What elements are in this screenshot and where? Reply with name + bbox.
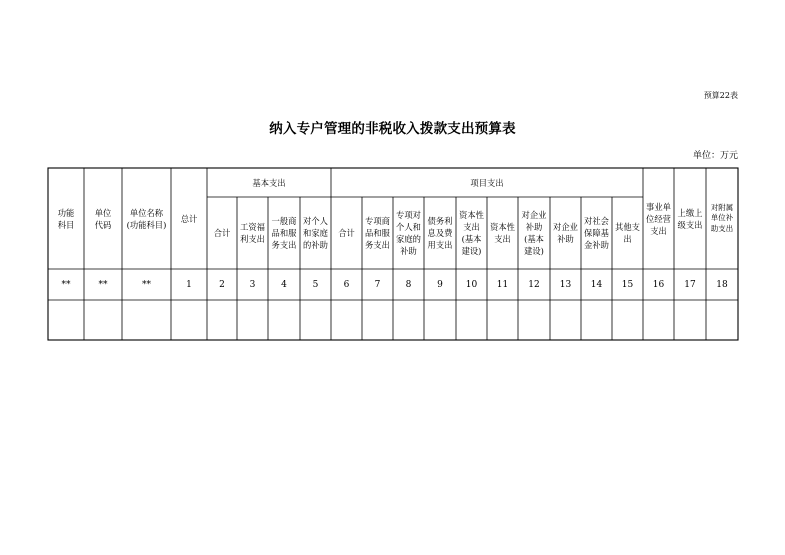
header-basic-total: 合计 <box>213 228 231 238</box>
header-salary-welfare: 工资福 利支出 <box>240 222 265 244</box>
header-capital-expenditure: 资本性 支出 <box>490 222 515 244</box>
header-project-total: 合计 <box>338 228 355 238</box>
group-basic-expenditure: 基本支出 <box>252 177 286 188</box>
index-cell: 4 <box>281 279 287 290</box>
index-cell: 9 <box>437 279 443 290</box>
header-career-unit-expenditure: 事业单 位经营 支出 <box>646 201 671 236</box>
index-cell: 16 <box>652 279 665 290</box>
header-unit-name: 单位名称 (功能科目) <box>126 207 167 230</box>
header-social-security-subsidy: 对社会 保障基 金补助 <box>584 216 609 250</box>
index-cell: 5 <box>312 279 319 290</box>
header-debt-interest: 债务利 息及费 用支出 <box>427 216 453 250</box>
unit-label: 单位：万元 <box>692 151 738 161</box>
header-enterprise-subsidy-construction: 对企业 补助 (基本 建设) <box>521 210 547 256</box>
index-cell: 18 <box>716 279 728 290</box>
page-title: 纳入专户管理的非税收入拨款支出预算表 <box>269 121 516 137</box>
group-project-expenditure: 项目支出 <box>470 177 504 188</box>
index-cell: ** <box>61 279 71 290</box>
header-personal-household-subsidy: 对个人 和家庭 的补助 <box>303 216 328 250</box>
header-affiliate-subsidy: 对附属 单位补 助支出 <box>710 202 734 233</box>
index-cell: 7 <box>374 279 381 290</box>
header-enterprise-subsidy: 对企业 补助 <box>553 222 578 244</box>
header-general-goods-services: 一般商 品和服 务支出 <box>271 216 297 250</box>
header-capital-basic-construction: 资本性 支出 (基本 建设) <box>459 210 484 256</box>
empty-data-row <box>48 300 738 340</box>
header-special-goods-services: 专项商 品和服 务支出 <box>365 216 390 250</box>
index-cell: 8 <box>405 279 412 290</box>
index-cell: 17 <box>684 279 696 290</box>
header-upper-level-expenditure: 上缴上 级支出 <box>677 207 703 230</box>
index-cell: ** <box>142 279 151 290</box>
index-cell: 11 <box>496 279 509 290</box>
index-cell: 10 <box>465 279 478 290</box>
index-cell: 13 <box>559 279 572 290</box>
index-cell: 1 <box>186 279 192 290</box>
header-special-personal-subsidy: 专项对 个人和 家庭的 补助 <box>396 210 421 256</box>
header-unit-code: 单位 代码 <box>94 207 112 230</box>
header-grand-total: 总计 <box>180 213 198 224</box>
index-cell: 6 <box>343 279 350 290</box>
form-code: 预算22表 <box>703 91 738 100</box>
index-cell: 12 <box>528 279 540 290</box>
header-function-subject: 功能 科目 <box>57 207 75 230</box>
index-cell: ** <box>98 279 108 290</box>
index-cell: 2 <box>219 279 225 290</box>
index-cell: 14 <box>590 279 603 290</box>
index-cell: 3 <box>249 279 256 290</box>
index-cell: 15 <box>621 279 634 290</box>
header-other-expenditure: 其他支 出 <box>615 222 640 244</box>
